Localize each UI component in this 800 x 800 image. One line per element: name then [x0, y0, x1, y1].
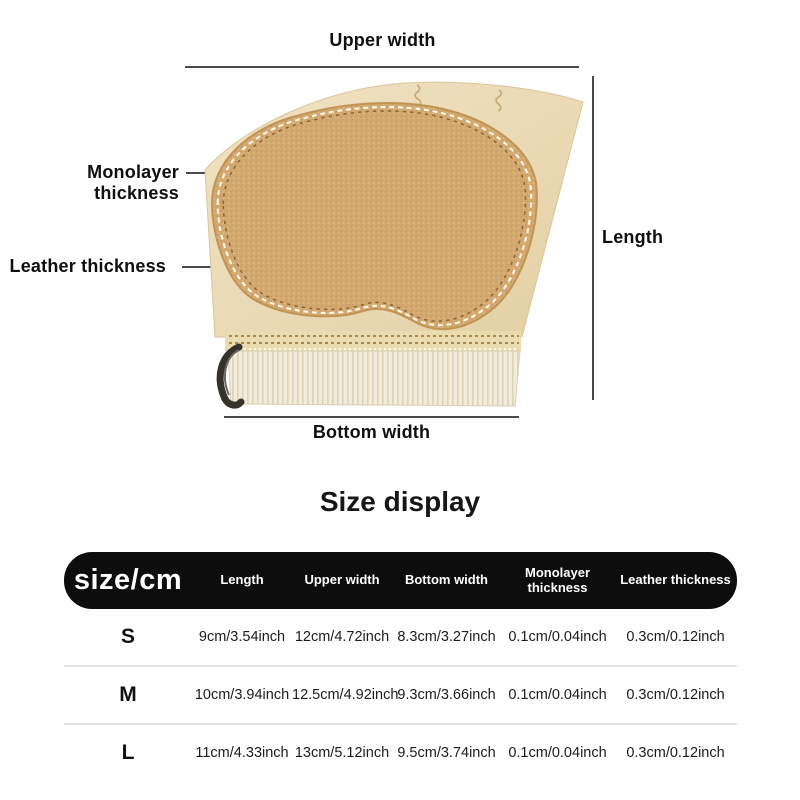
table-row-l [64, 725, 737, 781]
column-header-bottom-width: Bottom width [404, 572, 489, 588]
size-label-l: L [121, 741, 135, 764]
table-row-m [64, 667, 737, 725]
bottom-width-label: Bottom width [312, 422, 431, 442]
cell-m-bottom-width: 9.3cm/3.66inch [397, 687, 496, 703]
size-label-s: S [120, 625, 135, 648]
column-header-upper-width: Upper width [304, 572, 380, 588]
cell-s-leather: 0.3cm/0.12inch [626, 629, 725, 645]
monolayer-thickness-label: Monolayer thickness [87, 162, 179, 203]
cell-l-bottom-width: 9.5cm/3.74inch [397, 745, 496, 761]
column-header-monolayer-thickness: Monolayer thickness [524, 565, 590, 595]
table-row-s [64, 609, 737, 667]
cell-m-length: 10cm/3.94inch [194, 687, 290, 703]
cell-l-upper-width: 13cm/5.12inch [294, 745, 390, 761]
section-title: Size display [319, 486, 481, 517]
upper-width-line [185, 66, 579, 68]
cell-l-monolayer: 0.1cm/0.04inch [508, 745, 607, 761]
cell-s-length: 9cm/3.54inch [198, 629, 286, 645]
foot-pad-product-image [185, 75, 595, 420]
cell-m-upper-width: 12.5cm/4.92inch [292, 687, 399, 703]
size-label-m: M [119, 683, 137, 706]
upper-width-label: Upper width [329, 30, 436, 50]
cell-l-leather: 0.3cm/0.12inch [626, 745, 725, 761]
size-table-header [64, 552, 737, 609]
size-unit-label: size/cm [73, 564, 183, 596]
cell-s-monolayer: 0.1cm/0.04inch [508, 629, 607, 645]
leather-thickness-label: Leather thickness [9, 256, 166, 276]
column-header-length: Length [220, 572, 264, 588]
length-label: Length [602, 227, 664, 247]
cell-m-monolayer: 0.1cm/0.04inch [508, 687, 607, 703]
size-table [64, 552, 737, 781]
cell-m-leather: 0.3cm/0.12inch [626, 687, 725, 703]
column-header-leather-thickness: Leather thickness [620, 572, 731, 588]
cell-l-length: 11cm/4.33inch [195, 745, 289, 761]
cell-s-upper-width: 12cm/4.72inch [294, 629, 390, 645]
cell-s-bottom-width: 8.3cm/3.27inch [397, 629, 496, 645]
